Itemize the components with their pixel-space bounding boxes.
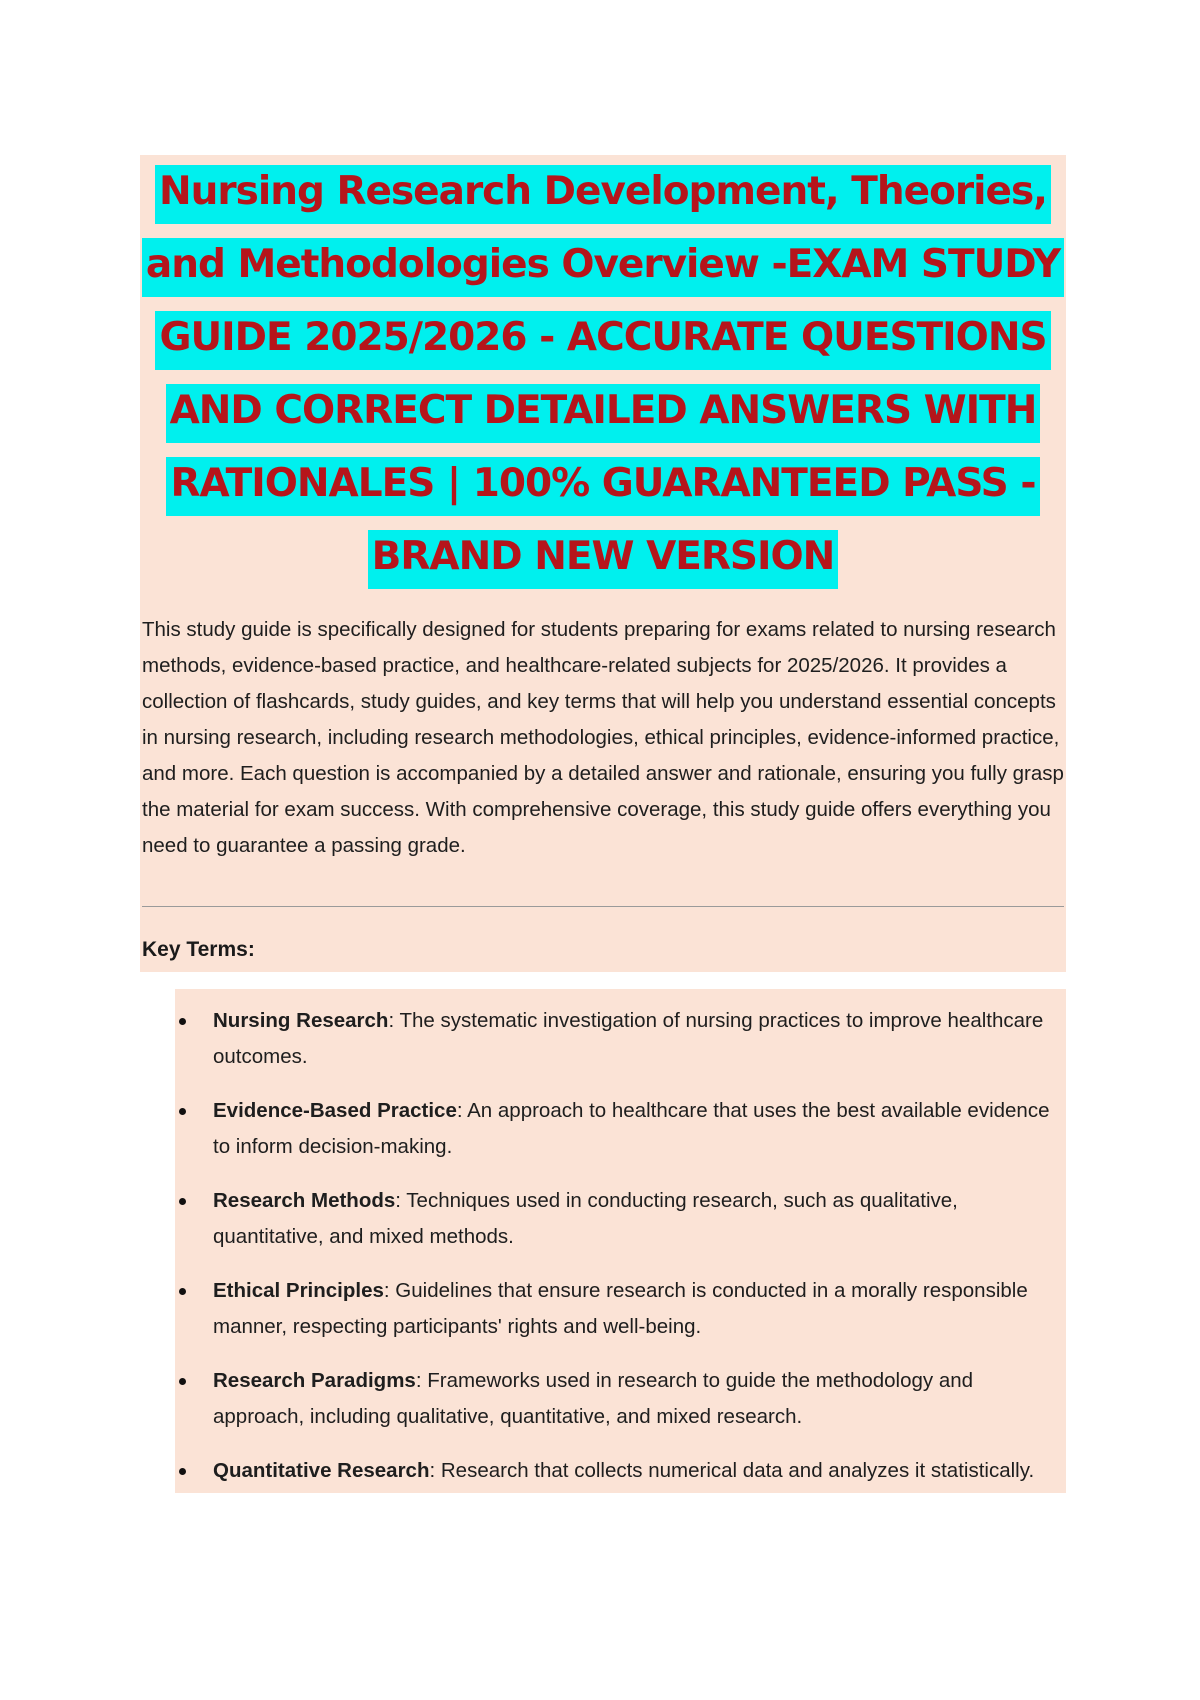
list-item [175,1003,1066,1075]
term-definition: : Research that collects numerical data and analyzes it statistically. [429,1459,1035,1482]
list-item [175,1363,1066,1435]
term-definition: : Frameworks used in research to guide the methodology and approach, including qualitative, quantitative, and mixed research. [213,1369,974,1428]
list-item [175,1183,1066,1255]
list-item [175,1093,1066,1165]
title-highlight: Nursing Research Development, Theories, and Methodologies Overview -EXAM STUDY GUIDE 2025/2026 - ACCURATE QUESTIONS AND CORRECT DETAILED ANSWERS WITH RATIONALES | 100% GUARANTEED PASS - BRAND NEW VERSION [142,165,1064,589]
document-title [140,155,1066,593]
term-name: Research Paradigms [213,1369,416,1392]
term-definition: : The systematic investigation of nursing practices to improve healthcare outcomes. [213,1009,1044,1068]
term-name: Nursing Research [213,1009,389,1032]
bullet-icon [179,1198,186,1205]
term-definition: : An approach to healthcare that uses the best available evidence to inform decision-making. [213,1099,1050,1158]
key-terms-heading: Key Terms: [142,938,255,961]
term-name: Ethical Principles [213,1279,384,1302]
list-item [175,1453,1066,1489]
term-name: Evidence-Based Practice [213,1099,457,1122]
term-name: Research Methods [213,1189,396,1212]
term-definition: : Guidelines that ensure research is conducted in a morally responsible manner, respecting participants' rights and well-being. [213,1279,1028,1338]
key-terms-list [175,989,1066,1507]
bullet-icon [179,1018,186,1025]
intro-paragraph: This study guide is specifically designed for students preparing for exams related to nursing research methods, evidence-based practice, and healthcare-related subjects for 2025/2026. It provides a collection of flashcards, study guides, and key terms that will help you understand essential concepts in nursing research, including research methodologies, ethical principles, evidence-informed practice, and more. Each question is accompanied by a detailed answer and rationale, ensuring you fully grasp the material for exam success. With comprehensive coverage, this study guide offers everything you need to guarantee a passing grade. [142,618,1064,857]
bullet-icon [179,1108,186,1115]
term-definition: : Techniques used in conducting research, such as qualitative, quantitative, and mixed methods. [213,1189,958,1248]
term-name: Quantitative Research [213,1459,430,1482]
bullet-icon [179,1378,186,1385]
list-item [175,1273,1066,1345]
section-divider [142,906,1064,907]
bullet-icon [179,1468,186,1475]
bullet-icon [179,1288,186,1295]
